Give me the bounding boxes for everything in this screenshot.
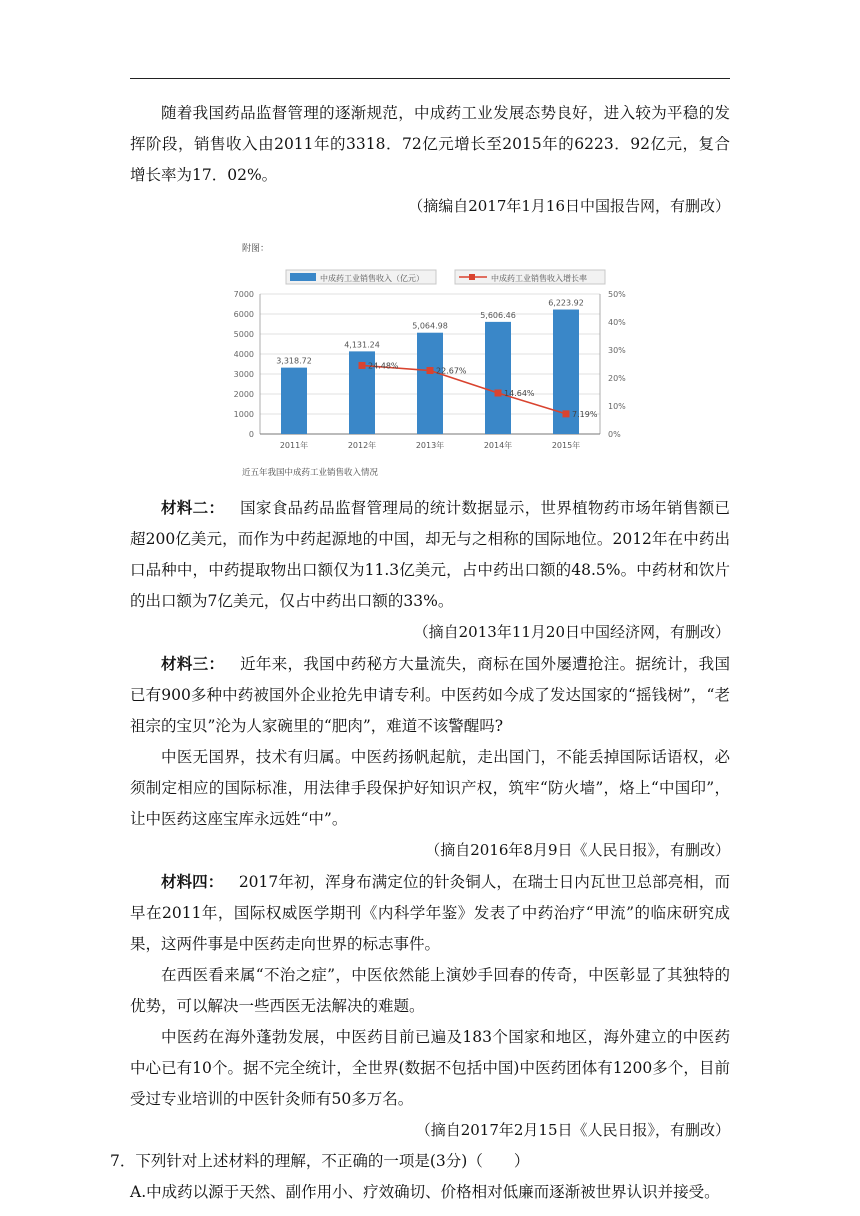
material-3 (130, 648, 730, 742)
legend-swatch-bar (290, 273, 316, 281)
y-left-tick-label: 6000 (233, 310, 254, 319)
question-7 (110, 1146, 730, 1208)
question-7-option-a: A.中成药以源于天然、副作用小、疗效确切、价格相对低廉而逐渐被世界认识并接受。 (130, 1183, 720, 1201)
y-left-tick-label: 3000 (233, 370, 254, 379)
growth-rate-point (495, 390, 502, 397)
growth-rate-label: 14.64% (504, 389, 535, 399)
material-4-text: 2017年初，浑身布满定位的针灸铜人，在瑞士日内瓦世卫总部亮相，而早在2011年，国际权威医学期刊《内科学年鉴》发表了中药治疗“甲流”的临床研究成果，这两件事是中医药走向世界的标志事件。 (130, 873, 730, 953)
document-body (110, 98, 730, 1208)
material-2-label: 材料二： (161, 498, 225, 517)
y-left-tick-label: 7000 (233, 290, 254, 299)
bar-value-label: 3,318.72 (276, 356, 312, 366)
y-right-tick-label: 0% (608, 430, 621, 439)
material-4-paragraph-3: 中医药在海外蓬勃发展，中医药目前已遍及183个国家和地区，海外建立的中医药中心已有10个。据不完全统计，全世界(数据不包括中国)中医药团体有1200多个，目前受过专业培训的中医针灸师有50多万名。 (130, 1028, 730, 1108)
y-left-tick-label: 4000 (233, 350, 254, 359)
material-2 (130, 492, 730, 617)
sales-chart (130, 222, 730, 492)
y-left-tick-label: 5000 (233, 330, 254, 339)
material-4-label: 材料四： (161, 872, 224, 891)
x-tick-label: 2012年 (347, 441, 377, 450)
material-4 (130, 866, 730, 960)
growth-rate-point (563, 410, 570, 417)
growth-rate-label: 22.67% (436, 366, 467, 376)
legend-label-line: 中成药工业销售收入增长率 (491, 274, 587, 283)
y-left-tick-label: 2000 (233, 390, 254, 399)
material-3-label: 材料三： (161, 654, 225, 673)
growth-rate-point (359, 362, 366, 369)
bar-value-label: 5,606.46 (480, 310, 516, 320)
x-tick-label: 2013年 (415, 441, 445, 450)
question-7-stem: 7．下列针对上述材料的理解，不正确的一项是(3分)（ ） (110, 1152, 530, 1170)
bar-value-label: 6,223.92 (548, 298, 584, 308)
x-tick-label: 2011年 (279, 441, 309, 450)
material-3-text: 近年来，我国中药秘方大量流失，商标在国外屡遭抢注。据统计，我国已有900多种中药被国外企业抢先申请专利。中医药如今成了发达国家的“摇钱树”，“老祖宗的宝贝”沦为人家碗里的“肥肉”，难道不该警醒吗? (130, 655, 730, 735)
source-note-1: （摘编自2017年1月16日中国报告网，有删改） (408, 197, 730, 215)
y-right-tick-label: 50% (608, 290, 626, 299)
chart-svg (130, 222, 730, 492)
chart-caption: 近五年我国中成药工业销售收入情况 (242, 468, 379, 478)
x-tick-label: 2015年 (551, 441, 581, 450)
legend-label-bar: 中成药工业销售收入（亿元） (320, 274, 424, 283)
source-note-2: （摘自2013年11月20日中国经济网，有删改） (413, 623, 730, 641)
bar-2013年 (417, 333, 443, 434)
y-right-tick-label: 30% (608, 346, 626, 355)
material-2-text: 国家食品药品监督管理局的统计数据显示，世界植物药市场年销售额已超200亿美元，而作为中药起源地的中国，却无与之相称的国际地位。2012年在中药出口品种中，中药提取物出口额仅为11.3亿美元，占中药出口额的48.5%。中药材和饮片的出口额为7亿美元，仅占中药出口额的33%。 (130, 499, 730, 610)
source-note-3: （摘自2016年8月9日《人民日报》，有删改） (425, 841, 730, 859)
y-left-tick-label: 1000 (233, 410, 254, 419)
growth-rate-label: 7.19% (572, 409, 598, 419)
header-rule (130, 78, 730, 79)
x-tick-label: 2014年 (483, 441, 513, 450)
bar-value-label: 5,064.98 (412, 321, 448, 331)
y-right-tick-label: 10% (608, 402, 626, 411)
bar-value-label: 4,131.24 (344, 340, 380, 350)
source-note-4: （摘自2017年2月15日《人民日报》，有删改） (415, 1121, 730, 1139)
y-right-tick-label: 20% (608, 374, 626, 383)
material-3-paragraph-2: 中医无国界，技术有归属。中医药扬帆起航，走出国门，不能丢掉国际话语权，必须制定相应的国际标准，用法律手段保护好知识产权，筑牢“防火墙”，烙上“中国印”，让中医药这座宝库永远姓“中”。 (130, 748, 730, 828)
legend-marker-line (469, 274, 475, 280)
y-left-tick-label: 0 (248, 430, 254, 439)
growth-rate-point (427, 367, 434, 374)
material-4-paragraph-2: 在西医看来属“不治之症”，中医依然能上演妙手回春的传奇，中医彰显了其独特的优势，可以解决一些西医无法解决的难题。 (130, 966, 730, 1015)
bar-2014年 (485, 322, 511, 434)
figure-label: 附图： (242, 244, 270, 254)
y-right-tick-label: 40% (608, 318, 626, 327)
growth-rate-label: 24.48% (368, 361, 399, 371)
bar-2011年 (281, 368, 307, 434)
paragraph-intro: 随着我国药品监督管理的逐渐规范，中成药工业发展态势良好，进入较为平稳的发挥阶段，销售收入由2011年的3318．72亿元增长至2015年的6223．92亿元，复合增长率为17．02%。 (130, 104, 730, 184)
